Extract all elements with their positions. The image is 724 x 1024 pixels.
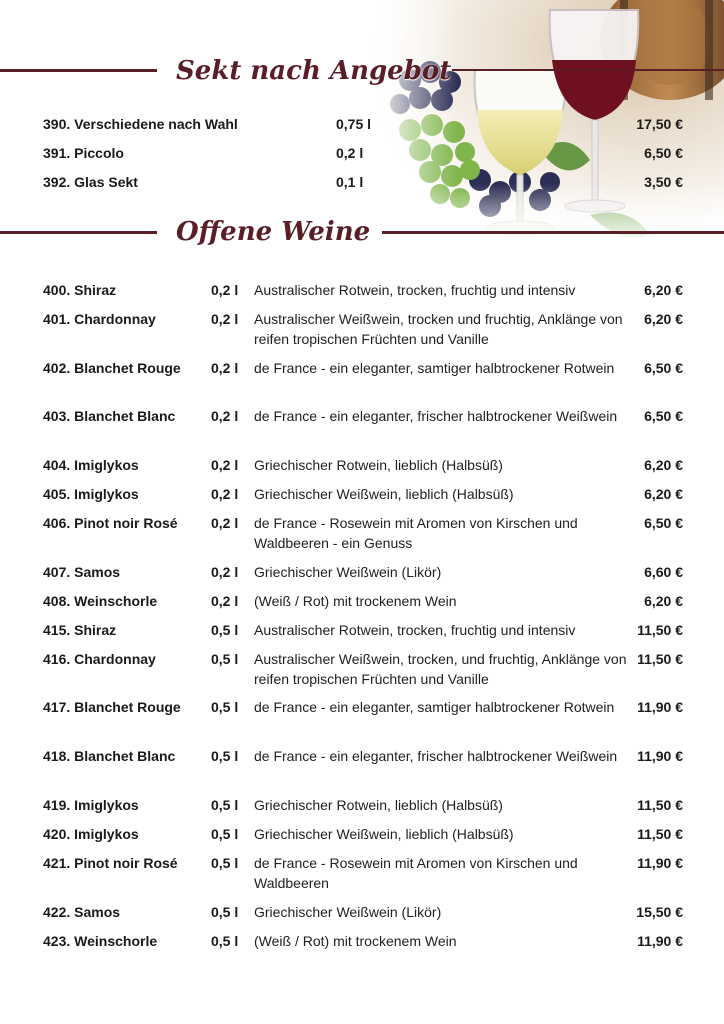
item-volume: 0,2 l (211, 593, 239, 609)
item-price: 11,90 € (637, 855, 683, 871)
item-name: 400. Shiraz (43, 282, 117, 298)
item-volume: 0,5 l (211, 622, 239, 638)
item-price: 6,50 € (644, 145, 683, 161)
item-description: Griechischer Weißwein, lieblich (Halbsüß) (254, 826, 514, 842)
item-name: 401. Chardonnay (43, 311, 156, 327)
item-description: Griechischer Weißwein, lieblich (Halbsüß) (254, 486, 514, 502)
item-name: 422. Samos (43, 904, 121, 920)
item-volume: 0,2 l (211, 486, 239, 502)
item-volume: 0,5 l (211, 748, 239, 764)
item-description: Australischer Weißwein, trocken und fruchtig, Anklänge von reifen tropischen Früchten und Vanille (254, 311, 623, 347)
item-volume: 0,5 l (211, 904, 239, 920)
item-name: 423. Weinschorle (43, 933, 158, 949)
heading-rule-right (382, 231, 724, 234)
item-name: 421. Pinot noir Rosé (43, 855, 178, 871)
section-title-sekt: Sekt nach Angebot (176, 56, 452, 86)
item-price: 3,50 € (644, 174, 683, 190)
item-description: Griechischer Weißwein (Likör) (254, 564, 442, 580)
item-price: 11,90 € (637, 699, 683, 715)
item-name: 408. Weinschorle (43, 593, 158, 609)
item-name: 419. Imiglykos (43, 797, 139, 813)
item-volume: 0,2 l (211, 408, 239, 424)
item-name: 417. Blanchet Rouge (43, 699, 181, 715)
item-name: 391. Piccolo (43, 145, 124, 161)
item-volume: 0,2 l (211, 311, 239, 327)
item-price: 6,50 € (644, 515, 683, 531)
item-description: (Weiß / Rot) mit trockenem Wein (254, 933, 457, 949)
item-name: 416. Chardonnay (43, 651, 156, 667)
item-description: (Weiß / Rot) mit trockenem Wein (254, 593, 457, 609)
item-volume: 0,2 l (211, 457, 239, 473)
item-description: de France - Rosewein mit Aromen von Kirschen und Waldbeeren (254, 855, 578, 891)
item-price: 11,90 € (637, 933, 683, 949)
item-volume: 0,5 l (211, 651, 239, 667)
item-volume: 0,2 l (211, 515, 239, 531)
item-price: 11,50 € (637, 826, 683, 842)
item-price: 11,90 € (637, 748, 683, 764)
item-name: 403. Blanchet Blanc (43, 408, 176, 424)
item-description: Griechischer Rotwein, lieblich (Halbsüß) (254, 457, 503, 473)
item-name: 420. Imiglykos (43, 826, 139, 842)
item-price: 17,50 € (636, 116, 683, 132)
heading-rule-left (0, 69, 157, 72)
item-name: 390. Verschiedene nach Wahl (43, 116, 238, 132)
item-volume: 0,5 l (211, 699, 239, 715)
item-volume: 0,2 l (211, 360, 239, 376)
item-name: 392. Glas Sekt (43, 174, 138, 190)
item-price: 6,60 € (644, 564, 683, 580)
item-description: Australischer Rotwein, trocken, fruchtig und intensiv (254, 622, 576, 638)
item-price: 11,50 € (637, 651, 683, 667)
item-price: 6,50 € (644, 408, 683, 424)
item-price: 6,20 € (644, 486, 683, 502)
item-description: de France - ein eleganter, frischer halbtrockener Weißwein (254, 408, 618, 424)
heading-rule-left (0, 231, 157, 234)
heading-rule-right (452, 69, 724, 71)
item-description: Griechischer Weißwein (Likör) (254, 904, 442, 920)
section-title-weine: Offene Weine (176, 217, 371, 247)
item-price: 6,20 € (644, 311, 683, 327)
item-description: Australischer Weißwein, trocken, und fruchtig, Anklänge von reifen tropischen Früchten und Vanille (254, 651, 627, 687)
item-name: 415. Shiraz (43, 622, 117, 638)
item-volume: 0,75 l (336, 116, 372, 132)
item-price: 6,50 € (644, 360, 683, 376)
item-price: 6,20 € (644, 282, 683, 298)
section-heading-weine (0, 212, 724, 252)
item-description: Griechischer Rotwein, lieblich (Halbsüß) (254, 797, 503, 813)
item-price: 6,20 € (644, 457, 683, 473)
item-volume: 0,5 l (211, 933, 239, 949)
item-volume: 0,2 l (211, 564, 239, 580)
item-volume: 0,5 l (211, 855, 239, 871)
item-volume: 0,5 l (211, 826, 239, 842)
item-volume: 0,5 l (211, 797, 239, 813)
item-name: 407. Samos (43, 564, 121, 580)
item-description: Australischer Rotwein, trocken, fruchtig und intensiv (254, 282, 576, 298)
item-name: 404. Imiglykos (43, 457, 139, 473)
item-name: 406. Pinot noir Rosé (43, 515, 178, 531)
item-name: 418. Blanchet Blanc (43, 748, 176, 764)
item-price: 15,50 € (636, 904, 683, 920)
item-volume: 0,1 l (336, 174, 364, 190)
item-volume: 0,2 l (211, 282, 239, 298)
item-description: de France - ein eleganter, samtiger halbtrockener Rotwein (254, 360, 615, 376)
item-price: 6,20 € (644, 593, 683, 609)
section-heading-sekt (0, 51, 724, 91)
item-volume: 0,2 l (336, 145, 364, 161)
item-price: 11,50 € (637, 797, 683, 813)
item-description: de France - ein eleganter, samtiger halbtrockener Rotwein (254, 699, 615, 715)
item-price: 11,50 € (637, 622, 683, 638)
item-description: de France - ein eleganter, frischer halbtrockener Weißwein (254, 748, 618, 764)
item-name: 402. Blanchet Rouge (43, 360, 181, 376)
item-description: de France - Rosewein mit Aromen von Kirschen und Waldbeeren - ein Genuss (254, 515, 578, 551)
item-name: 405. Imiglykos (43, 486, 139, 502)
